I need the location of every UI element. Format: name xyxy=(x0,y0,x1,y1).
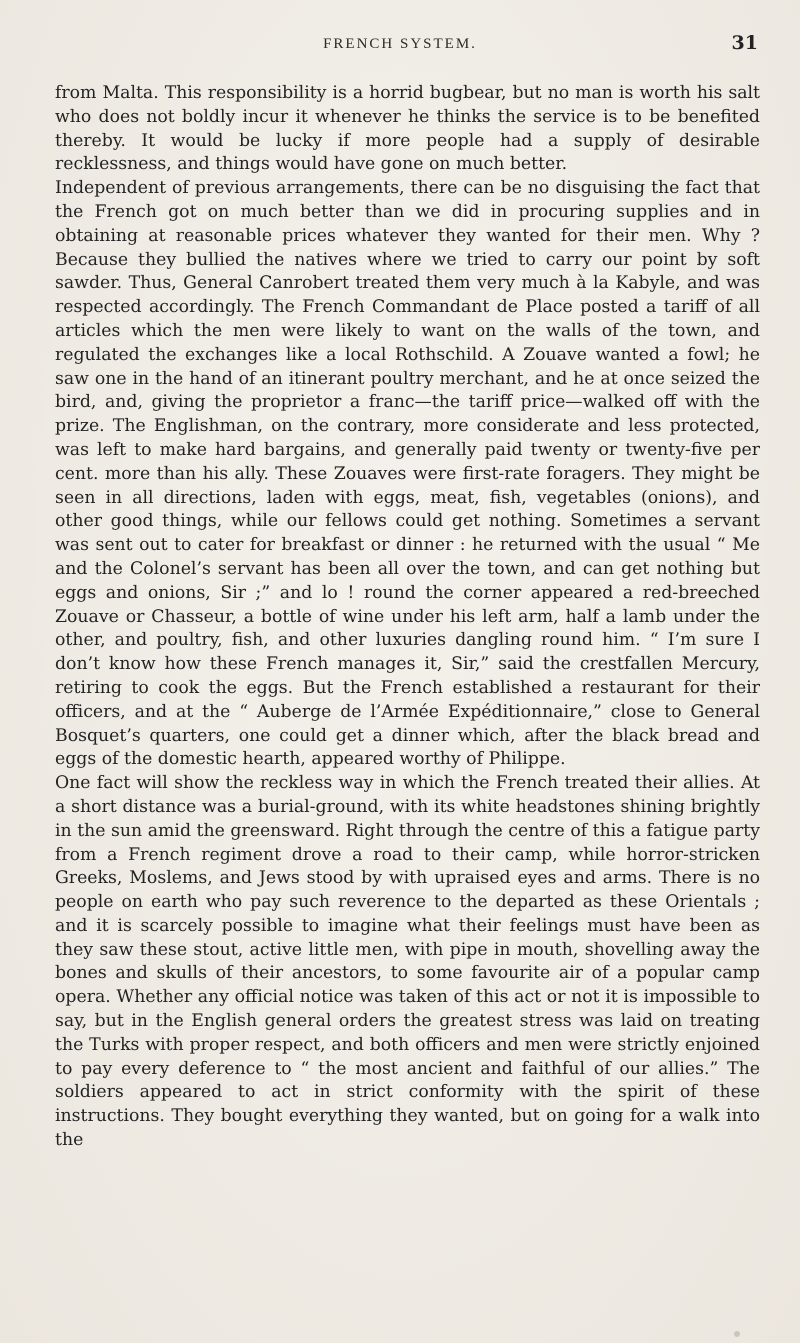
page-number: 31 xyxy=(731,32,758,54)
paragraph-2: Independent of previous arrangements, there can be no disguising the fact that the French got on much better than we did in procuring supplies and in obtaining at reasonable prices whatever they wanted for their men. Why ? Because they bullied the natives where we tried to carry our point by soft sawder. Thus, General Canrobert treated them very much à la Kabyle, and was respected accordingly. The French Commandant de Place posted a tariff of all articles which the men were likely to want on the walls of the town, and regulated the exchanges like a local Rothschild. A Zouave wanted a fowl; he saw one in the hand of an itinerant poultry merchant, and he at once seized the bird, and, giving the proprietor a franc—the tariff price—walked off with the prize. The Englishman, on the contrary, more considerate and less protected, was left to make hard bargains, and generally paid twenty or twenty-five per cent. more than his ally. These Zouaves were first-rate foragers. They might be seen in all directions, laden with eggs, meat, fish, vegetables (onions), and other good things, while our fellows could get nothing. Sometimes a servant was sent out to cater for breakfast or dinner : he returned with the usual “ Me and the Colonel’s servant has been all over the town, and can get nothing but eggs and onions, Sir ;” and lo ! round the corner appeared a red-breeched Zouave or Chasseur, a bottle of wine under his left arm, half a lamb under the other, and poultry, fish, and other luxuries dangling round him. “ I’m sure I don’t know how these French manages it, Sir,” said the crestfallen Mercury, retiring to cook the eggs. But the French established a restaurant for their officers, and at the “ Auberge de l’Armée Expéditionnaire,” close to General Bosquet’s quarters, one could get a dinner which, after the black bread and eggs of the domestic hearth, appeared worthy of Philippe. xyxy=(55,178,760,770)
running-head: FRENCH SYSTEM. xyxy=(323,36,477,52)
body-text xyxy=(55,82,760,1330)
paper-mark xyxy=(734,1331,740,1337)
page-header xyxy=(0,22,800,78)
paragraph-3: One fact will show the reckless way in which the French treated their allies. At a short distance was a burial-ground, with its white headstones shining brightly in the sun amid the greensward. Right through the centre of this a fatigue party from a French regiment drove a road to their camp, while horror-stricken Greeks, Moslems, and Jews stood by with upraised eyes and arms. There is no people on earth who pay such reverence to the departed as these Orientals ; and it is scarcely possible to imagine what their feelings must have been as they saw these stout, active little men, with pipe in mouth, shovelling away the bones and skulls of their ancestors, to some favourite air of a popular camp opera. Whether any official notice was taken of this act or not it is impossible to say, but in the English general orders the greatest stress was laid on treating the Turks with proper respect, and both officers and men were strictly enjoined to pay every deference to “ the most ancient and faithful of our allies.” The soldiers appeared to act in strict conformity with the spirit of these instructions. They bought everything they wanted, but on going for a walk into the xyxy=(55,773,760,1151)
paragraph-1: from Malta. This responsibility is a horrid bugbear, but no man is worth his salt who does not boldly incur it whenever he thinks the service is to be benefited thereby. It would be lucky if more people had a supply of desirable recklessness, and things would have gone on much better. xyxy=(55,83,760,175)
